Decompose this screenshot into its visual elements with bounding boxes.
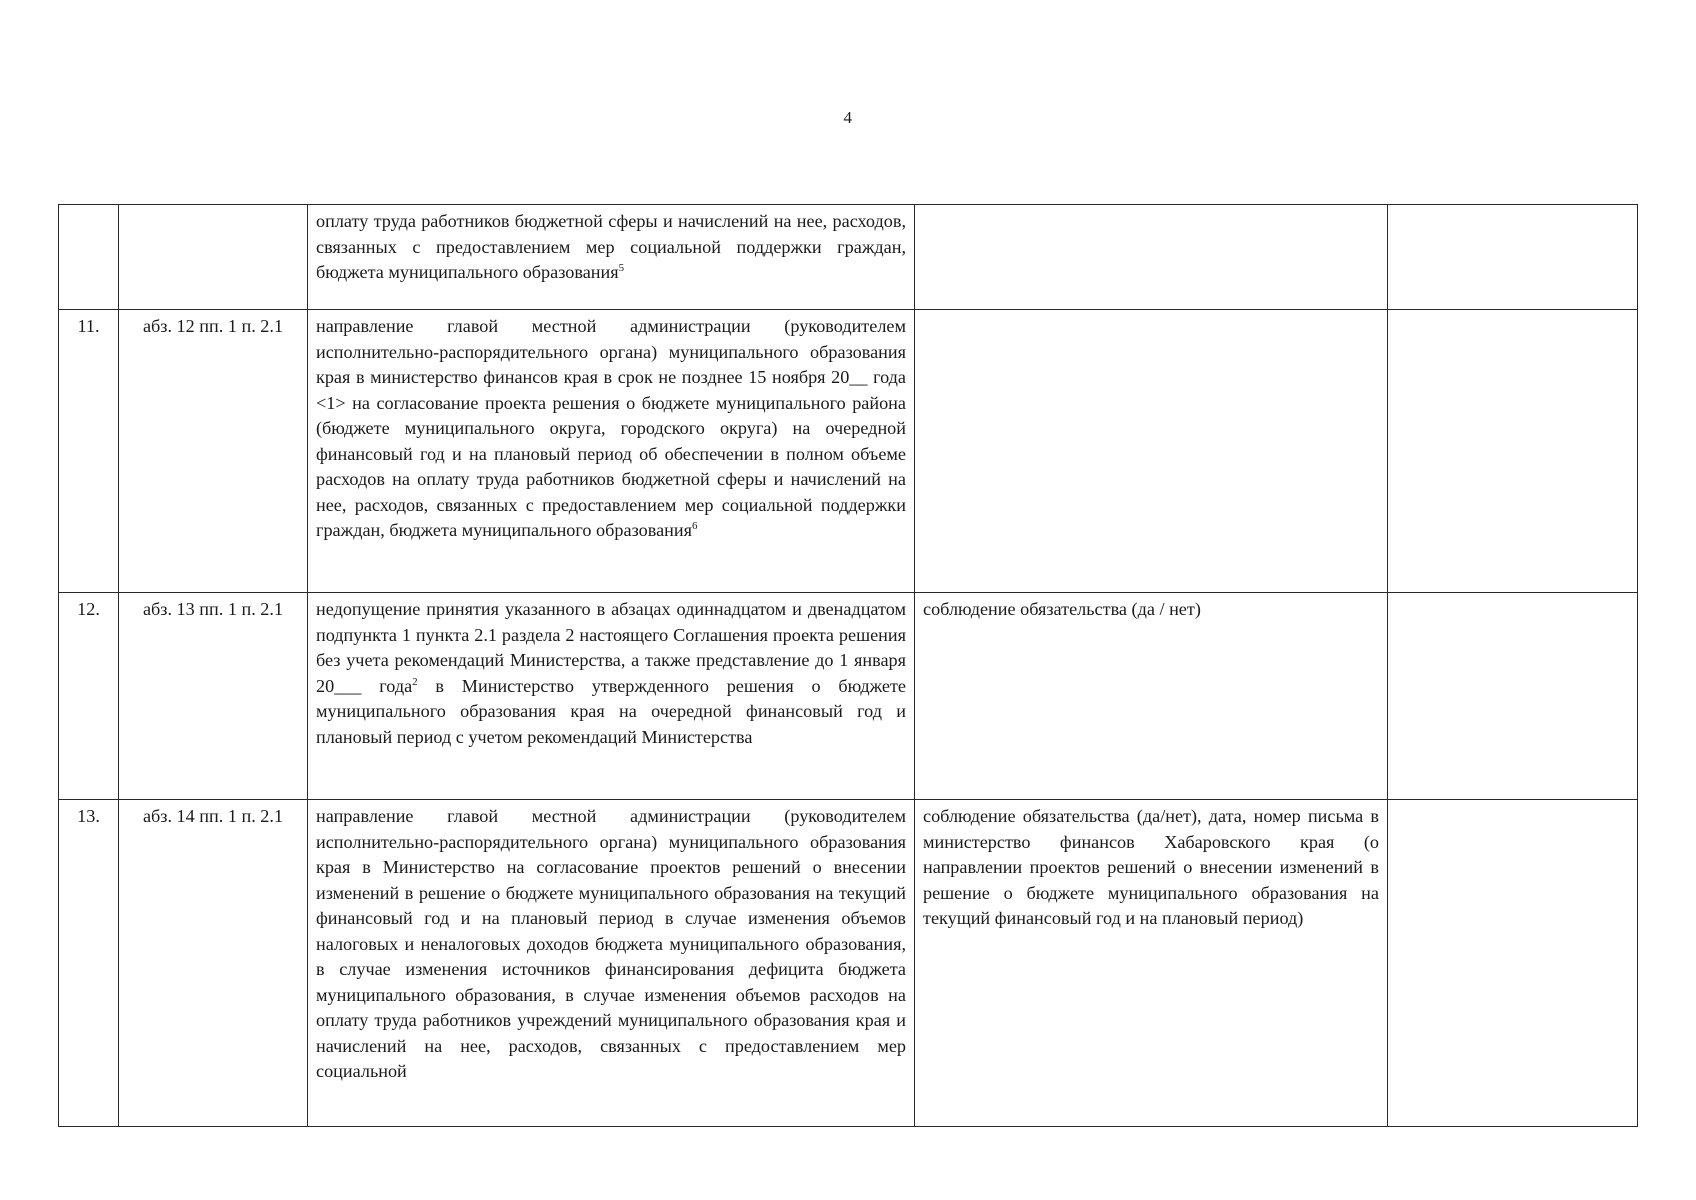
page-number: 4 [843, 108, 853, 127]
obligation-text: оплату труда работников бюджетной сферы и начислений на нее, расходов, связанных с предоставлением мер социальной поддержки граждан, бюджета муниципального образования [316, 211, 906, 282]
obligation-text-cell [308, 205, 915, 310]
obligation-text: недопущение принятия указанного в абзацах одиннадцатом и двенадцатом подпункта 1 пункта 2.1 раздела 2 настоящего Соглашения проекта решения без учета рекомендаций Министерства, а также представление до 1 января 20___ года [316, 599, 906, 696]
obligation-text-cell [308, 310, 915, 593]
obligation-text-cell [308, 593, 915, 800]
criterion-cell [915, 310, 1388, 593]
table-row [59, 205, 1638, 310]
footnote-mark: 5 [618, 261, 625, 274]
obligation-text-cell: направление главой местной администрации (руководителем исполнительно-распорядительного органа) муниципального образования края в Министерство на согласование проектов решений о внесении изменений в решение о бюджете муниципального образования на текущий финансовый год и на плановый период в случае изменения объемов налоговых и неналоговых доходов бюджета муниципального образования, в случае изменения источников финансирования дефицита бюджета муниципального образования, в случае изменения объемов расходов на оплату труда работников учреждений муниципального образования края и начислений на нее, расходов, связанных с предоставлением мер социальной [308, 800, 915, 1127]
extra-cell [1388, 593, 1638, 800]
criterion-cell [915, 205, 1388, 310]
row-number-cell [59, 205, 119, 310]
reference-cell: абз. 12 пп. 1 п. 2.1 [119, 310, 308, 593]
reference-cell [119, 205, 308, 310]
obligation-text: направление главой местной администрации (руководителем исполнительно-распорядительного органа) муниципального образования края в министерство финансов края в срок не позднее 15 ноября 20__ года <1> на согласование проекта решения о бюджете муниципального района (бюджете муниципального округа, городского округа) на очередной финансовый год и на плановый период об обеспечении в полном объеме расходов на оплату труда работников бюджетной сферы и начислений на нее, расходов, связанных с предоставлением мер социальной поддержки граждан, бюджета муниципального образования [316, 316, 906, 540]
row-number-cell: 11. [59, 310, 119, 593]
obligation-text-continued: в Министерство утвержденного решения о бюджете муниципального образования края на очередной финансовый год и плановый период с учетом рекомендаций Министерства [316, 675, 906, 747]
table-row [59, 800, 1638, 1127]
footnote-mark: 2 [412, 675, 418, 688]
table-row [59, 593, 1638, 800]
criterion-cell: соблюдение обязательства (да / нет) [915, 593, 1388, 800]
obligations-table [58, 204, 1638, 1127]
reference-cell: абз. 13 пп. 1 п. 2.1 [119, 593, 308, 800]
row-number-cell: 12. [59, 593, 119, 800]
reference-cell: абз. 14 пп. 1 п. 2.1 [119, 800, 308, 1127]
extra-cell [1388, 800, 1638, 1127]
criterion-cell: соблюдение обязательства (да/нет), дата, номер письма в министерство финансов Хабаровского края (о направлении проектов решений о внесении изменений в решение о бюджете муниципального образования на текущий финансовый год и на плановый период) [915, 800, 1388, 1127]
row-number-cell: 13. [59, 800, 119, 1127]
extra-cell [1388, 205, 1638, 310]
footnote-mark: 6 [692, 519, 698, 532]
table-row [59, 310, 1638, 593]
extra-cell [1388, 310, 1638, 593]
